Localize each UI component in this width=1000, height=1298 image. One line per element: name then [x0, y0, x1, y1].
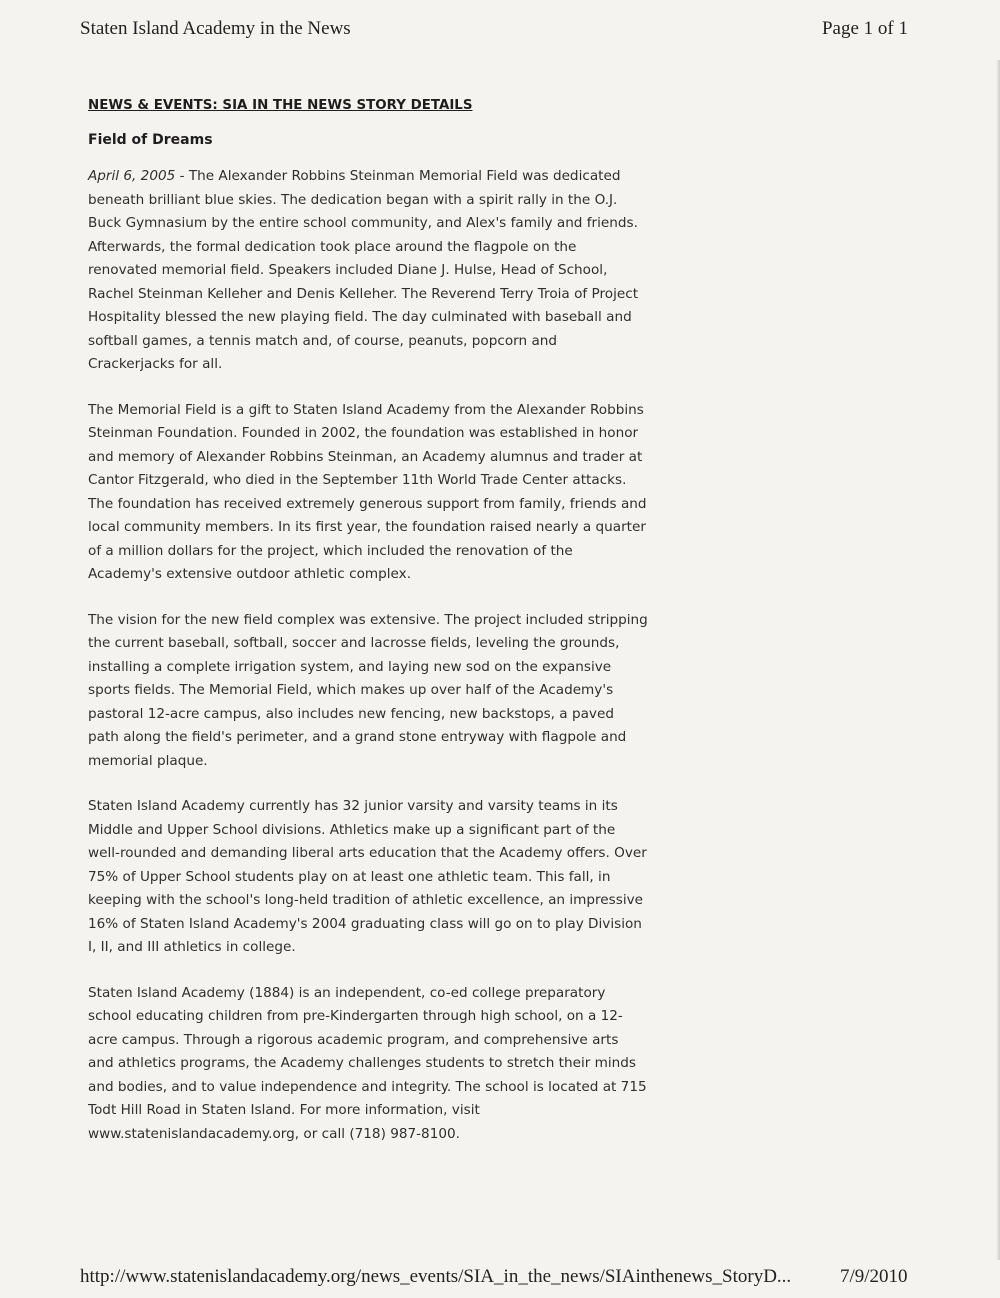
paragraph-3: The vision for the new field complex was extensive. The project included stripping the current baseball, softball, soccer and lacrosse fields, leveling the grounds, installing a complete irrigation system, and laying new sod on the expansive sports fields. The Memorial Field, which makes up over half of the Academy's pastoral 12-acre campus, also includes new fencing, new backstops, a paved path along the field's perimeter, and a grand stone entryway with flagpole and memorial plaque.: [88, 611, 648, 769]
paragraph-1: [88, 165, 648, 377]
scan-edge-shadow: [996, 60, 1000, 1260]
story-title: Field of Dreams: [88, 132, 213, 148]
print-footer-url: http://www.statenislandacademy.org/news_events/SIA_in_the_news/SIAinthenews_StoryD...: [80, 1266, 792, 1287]
print-footer-date: 7/9/2010: [840, 1266, 908, 1287]
print-header-title: Staten Island Academy in the News: [80, 18, 351, 39]
paragraph-5: Staten Island Academy (1884) is an independent, co-ed college preparatory school educating children from pre-Kindergarten through high school, on a 12-acre campus. Through a rigorous academic program, and comprehensive arts and athletics programs, the Academy challenges students to stretch their minds and bodies, and to value independence and integrity. The school is located at 715 Todt Hill Road in Staten Island. For more information, visit www.statenislandacademy.org, or call (718) 987-8100.: [88, 984, 647, 1142]
article: [88, 96, 648, 1168]
print-header-page-number: Page 1 of 1: [821, 18, 908, 39]
paragraph-2: The Memorial Field is a gift to Staten Island Academy from the Alexander Robbins Steinman Foundation. Founded in 2002, the foundation was established in honor and memory of Alexander Robbins Steinman, an Academy alumnus and trader at Cantor Fitzgerald, who died in the September 11th World Trade Center attacks. The foundation has received extremely generous support from family, friends and local community members. In its first year, the foundation raised nearly a quarter of a million dollars for the project, which included the renovation of the Academy's extensive outdoor athletic complex.: [88, 401, 647, 582]
story-dateline: April 6, 2005: [88, 168, 176, 184]
paragraph-1-text: - The Alexander Robbins Steinman Memorial Field was dedicated beneath brilliant blue skies. The dedication began with a spirit rally in the O.J. Buck Gymnasium by the entire school community, and Alex's family and friends. Afterwards, the formal dedication took place around the flagpole on the renovated memorial field. Speakers included Diane J. Hulse, Head of School, Rachel Steinman Kelleher and Denis Kelleher. The Reverend Terry Troia of Project Hospitality blessed the new playing field. The day culminated with baseball and softball games, a tennis match and, of course, peanuts, popcorn and Crackerjacks for all.: [88, 168, 639, 372]
paragraph-4: Staten Island Academy currently has 32 junior varsity and varsity teams in its Middle and Upper School divisions. Athletics make up a significant part of the well-rounded and demanding liberal arts education that the Academy offers. Over 75% of Upper School students play on at least one athletic team. This fall, in keeping with the school's long-held tradition of athletic excellence, an impressive 16% of Staten Island Academy's 2004 graduating class will go on to play Division I, II, and III athletics in college.: [88, 798, 647, 955]
section-heading: NEWS & EVENTS: SIA IN THE NEWS STORY DETAILS: [88, 98, 473, 113]
